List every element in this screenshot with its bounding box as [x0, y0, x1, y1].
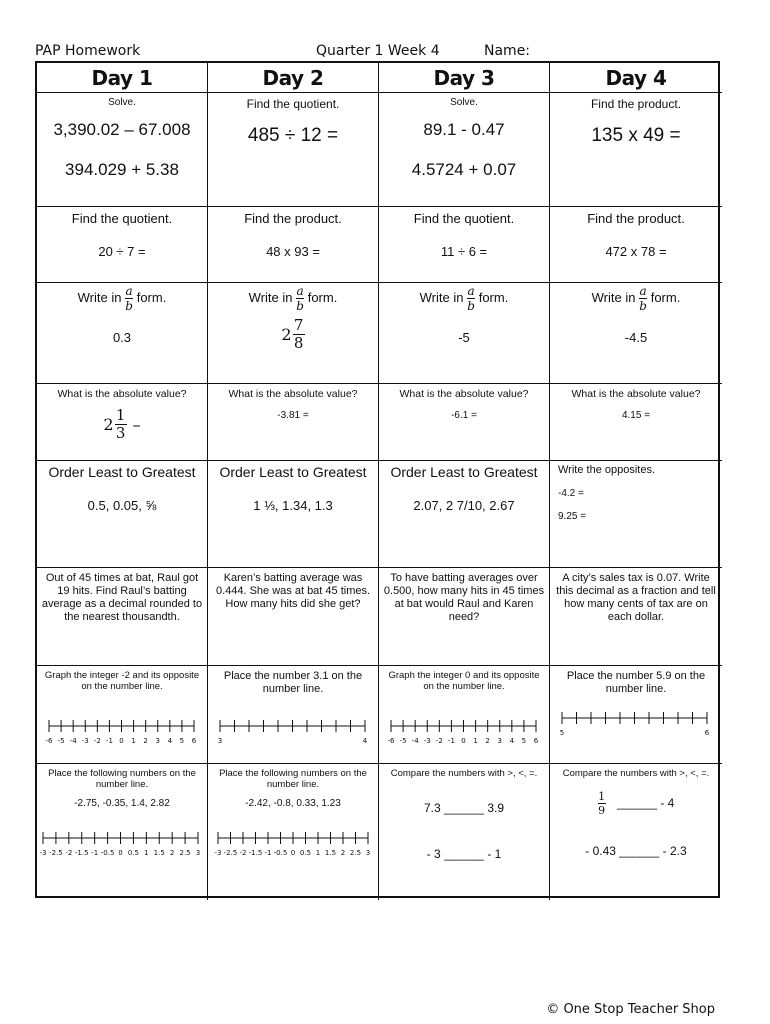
r4-d4-cell [550, 384, 722, 461]
number-line-label: 5 [521, 737, 527, 745]
r8-d4-cell [550, 764, 722, 900]
r5-d3-cell [379, 461, 550, 568]
r1-d3-cell [379, 93, 550, 207]
number-line-label: -2 [93, 737, 101, 745]
problem: 2 1 3 – [103, 406, 141, 442]
number-line-label: 6 [704, 729, 710, 737]
problem: 20 ÷ 7 = [98, 244, 146, 259]
number-line-halves[interactable] [39, 826, 204, 858]
number-line-label: -6 [387, 737, 395, 745]
number-list: -2.75, -0.35, 1.4, 2.82 [74, 798, 170, 809]
day-2-header: Day 2 [208, 63, 379, 93]
number-line-label: -1 [91, 849, 99, 857]
number-line-label: 4 [362, 737, 368, 745]
number-line-halves[interactable] [214, 826, 374, 858]
instruction: What is the absolute value? [399, 388, 529, 400]
day-3-header: Day 3 [379, 63, 550, 93]
number-line-label: -2 [65, 849, 73, 857]
homework-grid [35, 61, 720, 898]
r2-d4-cell [550, 207, 722, 283]
number-line-label: 0 [461, 737, 466, 745]
problem: 394.029 + 5.38 [65, 160, 179, 179]
r8-d2-cell [208, 764, 379, 900]
instruction: Write in $\frac{a}{b}$ form. [591, 284, 681, 313]
a-over-b-fraction: $\frac{a}{b}$ [296, 284, 304, 313]
r3-d4-cell [550, 283, 722, 384]
a-over-b-fraction: $\frac{a}{b}$ [467, 284, 475, 313]
problem: 3,390.02 – 67.008 [53, 120, 191, 139]
r6-d4-cell [550, 568, 722, 666]
problem: 2 7 8 [281, 316, 304, 352]
r2-d1-cell [37, 207, 208, 283]
instruction: Graph the integer 0 and its opposite on the number line. [388, 670, 540, 692]
problem: 472 x 78 = [605, 244, 667, 259]
a-over-b-fraction: $\frac{a}{b}$ [639, 284, 647, 313]
number-line-label: 0 [119, 737, 124, 745]
number-line-label: -1 [105, 737, 113, 745]
number-line-label: 2 [340, 849, 346, 857]
problem: 9.25 = [558, 511, 587, 522]
r3-d2-cell [208, 283, 379, 384]
word-problem: Out of 45 times at bat, Raul got 19 hits. Find Raul’s batting average as a decimal rounded to the nearest thousandth. [41, 572, 203, 623]
instruction: Place the number 5.9 on the number line. [566, 670, 706, 695]
homework-title: PAP Homework [35, 43, 141, 59]
number-line-label: -2 [435, 737, 443, 745]
a-over-b-fraction: $\frac{a}{b}$ [125, 284, 133, 313]
instruction: Find the product. [587, 211, 685, 226]
number-line-label: 2 [485, 737, 490, 745]
problem: 135 x 49 = [591, 125, 681, 146]
number-line-label: 1.5 [153, 849, 165, 857]
number-line-label: 3 [365, 849, 371, 857]
problem: 2.07, 2 7/10, 2.67 [413, 498, 515, 513]
number-line-label: -3 [423, 737, 431, 745]
number-line-label: 0 [290, 849, 296, 857]
number-line-label: 4 [509, 737, 515, 745]
r7-d4-cell [550, 666, 722, 764]
instruction: Write in $\frac{a}{b}$ form. [77, 284, 167, 313]
copyright-footer: © One Stop Teacher Shop [546, 1002, 715, 1017]
number-line-5-to-6[interactable] [558, 706, 713, 738]
r5-d1-cell [37, 461, 208, 568]
number-line-label: -6 [45, 737, 53, 745]
number-line-label: -3 [39, 849, 47, 857]
r7-d1-cell [37, 666, 208, 764]
number-line-label: 5 [559, 729, 565, 737]
r5-d4-cell [550, 461, 722, 568]
number-line-label: -2 [239, 849, 247, 857]
instruction: Order Least to Greatest [390, 464, 538, 480]
instruction: Find the quotient. [71, 211, 173, 226]
instruction: Find the quotient. [413, 211, 515, 226]
problem: -4.2 = [558, 488, 584, 499]
number-line-label: 5 [179, 737, 185, 745]
r4-d1-cell [37, 384, 208, 461]
r1-d1-cell [37, 93, 208, 207]
instruction: Solve. [108, 97, 136, 108]
number-line-label: 2.5 [179, 849, 191, 857]
number-line-label: -1 [447, 737, 455, 745]
problem: 11 ÷ 6 = [440, 244, 488, 259]
instruction: Write in $\frac{a}{b}$ form. [419, 284, 509, 313]
number-line-label: 1 [473, 737, 478, 745]
instruction: Place the following numbers on the number line. [48, 768, 196, 790]
r6-d1-cell [37, 568, 208, 666]
number-line-integers[interactable] [387, 714, 542, 746]
number-line-label: 1 [315, 849, 321, 857]
number-line-label: -5 [399, 737, 407, 745]
number-line-label: 1 [131, 737, 136, 745]
r2-d2-cell [208, 207, 379, 283]
problem: -5 [458, 330, 470, 345]
instruction: Order Least to Greatest [219, 464, 367, 480]
number-line-label: -4 [69, 737, 77, 745]
number-line-label: -1.5 [248, 849, 263, 857]
r7-d3-cell [379, 666, 550, 764]
day-4-header: Day 4 [550, 63, 722, 93]
instruction: Write the opposites. [558, 464, 656, 476]
number-line-label: -0.5 [273, 849, 288, 857]
number-line-label: 6 [533, 737, 539, 745]
r4-d3-cell [379, 384, 550, 461]
day-1-header: Day 1 [37, 63, 208, 93]
instruction: Write in $\frac{a}{b}$ form. [248, 284, 338, 313]
r5-d2-cell [208, 461, 379, 568]
number-line-label: -3 [214, 849, 222, 857]
number-line-label: -2.5 [223, 849, 238, 857]
number-line-label: -4 [411, 737, 419, 745]
instruction: Solve. [450, 97, 478, 108]
number-line-label: 3 [217, 737, 223, 745]
instruction: What is the absolute value? [571, 388, 701, 400]
number-line-label: -0.5 [100, 849, 115, 857]
instruction: Compare the numbers with >, <, =. [390, 768, 538, 779]
instruction: Place the number 3.1 on the number line. [223, 670, 363, 695]
word-problem: Karen’s batting average was 0.444. She was at bat 45 times. How many hits did she get? [215, 572, 371, 610]
instruction: What is the absolute value? [57, 388, 187, 400]
number-line-label: 3 [195, 849, 201, 857]
number-line-label: 0.5 [127, 849, 139, 857]
instruction: Find the product. [590, 97, 682, 111]
number-line-label: 2.5 [349, 849, 362, 857]
number-line-label: 0.5 [299, 849, 312, 857]
problem: -3.81 = [277, 410, 309, 421]
instruction: What is the absolute value? [228, 388, 358, 400]
comparison: $\frac{1}{9}$ ______ - 4 [598, 790, 675, 817]
problem: 0.3 [112, 330, 132, 345]
comparison: 7.3 ______ 3.9 [423, 801, 505, 815]
r1-d4-cell [550, 93, 722, 207]
r6-d3-cell [379, 568, 550, 666]
problem: -4.5 [624, 330, 648, 345]
instruction: Find the product. [244, 211, 342, 226]
number-line-integers[interactable] [45, 714, 200, 746]
number-line-label: 4 [167, 737, 173, 745]
r8-d1-cell [37, 764, 208, 900]
number-line-label: 3 [155, 737, 160, 745]
number-line-label: 2 [143, 737, 148, 745]
r3-d1-cell [37, 283, 208, 384]
number-line-label: -3 [81, 737, 89, 745]
number-line-label: 2 [169, 849, 175, 857]
number-line-label: 1.5 [324, 849, 337, 857]
number-line-label: 6 [191, 737, 197, 745]
number-line-label: 3 [497, 737, 502, 745]
name-label: Name: [484, 43, 531, 59]
comparison: - 0.43 ______ - 2.3 [585, 844, 687, 858]
instruction: Compare the numbers with >, <, =. [562, 768, 710, 779]
r2-d3-cell [379, 207, 550, 283]
number-line-label: -5 [57, 737, 65, 745]
problem: 4.15 = [621, 410, 651, 421]
comparison: - 3 ______ - 1 [426, 847, 502, 861]
instruction: Find the quotient. [246, 97, 340, 111]
problem: 48 x 93 = [266, 244, 320, 259]
problem: 485 ÷ 12 = [247, 125, 339, 146]
number-line-label: -1.5 [74, 849, 89, 857]
r7-d2-cell [208, 666, 379, 764]
r3-d3-cell [379, 283, 550, 384]
r1-d2-cell [208, 93, 379, 207]
number-list: -2.42, -0.8, 0.33, 1.23 [245, 798, 341, 809]
word-problem: To have batting averages over 0.500, how many hits in 45 times at bat would Raul and Karen need? [383, 572, 545, 623]
problem: 89.1 - 0.47 [423, 120, 505, 139]
word-problem: A city’s sales tax is 0.07. Write this decimal as a fraction and tell how many cents of tax are on each dollar. [556, 572, 716, 623]
problem: 1 ⅓, 1.34, 1.3 [253, 498, 333, 513]
instruction: Place the following numbers on the number line. [219, 768, 367, 790]
r6-d2-cell [208, 568, 379, 666]
problem: -6.1 = [451, 410, 477, 421]
r8-d3-cell [379, 764, 550, 900]
instruction: Order Least to Greatest [48, 464, 196, 480]
number-line-label: -2.5 [49, 849, 63, 857]
problem: 4.5724 + 0.07 [411, 160, 517, 179]
instruction: Graph the integer -2 and its opposite on the number line. [44, 670, 200, 692]
quarter-week-label: Quarter 1 Week 4 [316, 43, 440, 59]
number-line-label: 0 [118, 849, 123, 857]
problem: 0.5, 0.05, ⅝ [87, 498, 157, 513]
number-line-3-to-4[interactable] [216, 714, 371, 746]
r4-d2-cell [208, 384, 379, 461]
number-line-label: 1 [144, 849, 149, 857]
number-line-label: -1 [264, 849, 272, 857]
